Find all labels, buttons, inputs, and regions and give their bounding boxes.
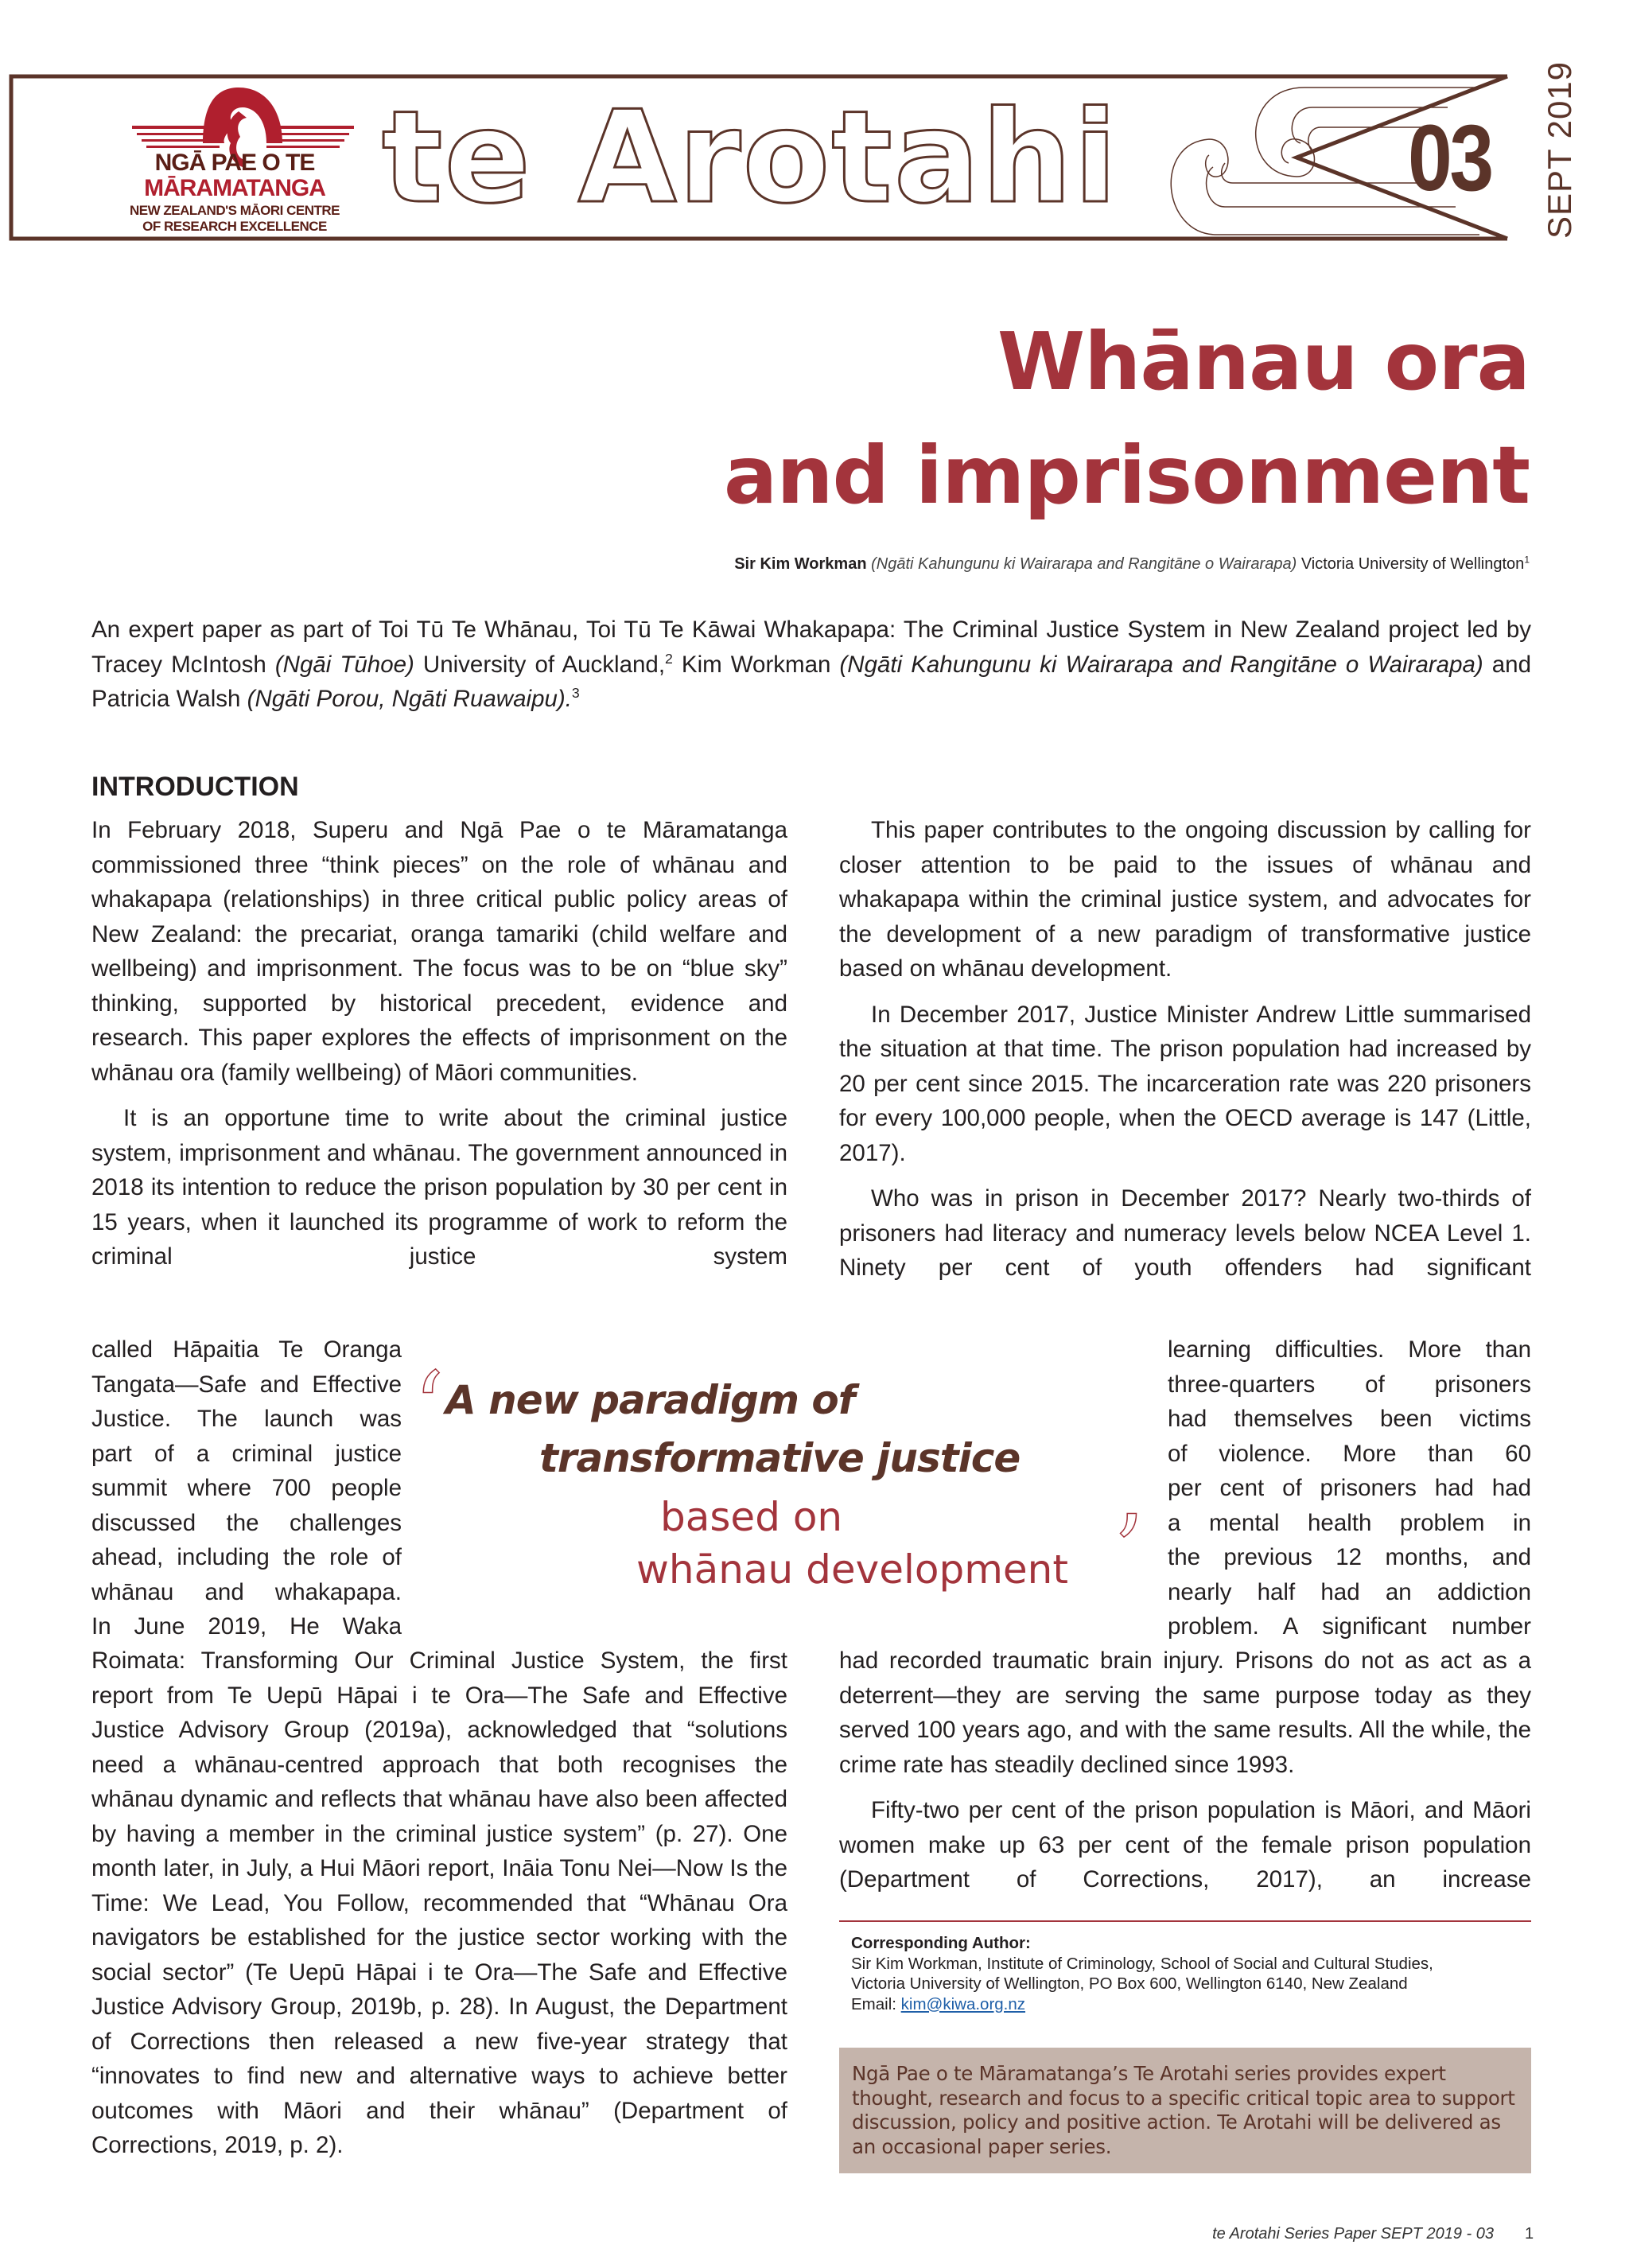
- lead-text: and Patricia Walsh: [91, 651, 1531, 712]
- author-iwi: (Ngāti Kahungunu ki Wairarapa and Rangitāne o Wairarapa): [871, 555, 1297, 573]
- body-line: part of a criminal justice: [91, 1440, 402, 1467]
- footer-series-label: te Arotahi Series Paper SEPT 2019 - 03: [1212, 2225, 1494, 2243]
- corresponding-author-address-line1: Sir Kim Workman, Institute of Criminology, School of Social and Cultural Studies,: [851, 1954, 1433, 1973]
- series-brand-title: te Arotahi: [382, 83, 1119, 231]
- logo-name-line1: NGĀ PAE O TE: [154, 150, 315, 176]
- body-line: per cent of prisoners had had: [1168, 1475, 1531, 1501]
- pull-quote-line2: transformative justice: [539, 1435, 1021, 1481]
- right-column-top: [839, 813, 1531, 1286]
- body-paragraph: In February 2018, Superu and Ngā Pae o te Māramatanga commissioned three “think pieces” on the role of whānau and whakapapa (relationships) in three critical public policy areas of New Zealand: the precariat, oranga tamariki (child welfare and wellbeing) and imprisonment. The focus was to be on “blue sky” thinking, supported by historical precedent, evidence and research. This paper explores the effects of imprisonment on the whānau ora (family wellbeing) of Māori communities.: [91, 817, 787, 1086]
- section-heading: INTRODUCTION: [91, 772, 299, 802]
- lead-paragraph: [91, 613, 1531, 717]
- pull-quote: [414, 1344, 1145, 1615]
- footnote-ref: 2: [665, 650, 673, 667]
- right-column-bottom: [839, 1644, 1531, 1897]
- body-line: learning difficulties. More than: [1168, 1336, 1531, 1363]
- author-institution: Victoria University of Wellington: [1300, 555, 1525, 573]
- author-byline: [734, 555, 1530, 574]
- open-quote-icon: ‘: [414, 1352, 445, 1463]
- body-line: Justice. The launch was: [91, 1406, 402, 1432]
- body-line: the previous 12 months, and: [1168, 1544, 1531, 1570]
- corresponding-author: [851, 1933, 1527, 2014]
- corresponding-author-address-line2: Victoria University of Wellington, PO Box 600, Wellington 6140, New Zealand: [851, 1974, 1408, 1993]
- body-line: nearly half had an addiction: [1168, 1578, 1531, 1605]
- pull-quote-line1: A new paradigm of: [445, 1377, 855, 1423]
- footnote-ref: 3: [571, 685, 580, 702]
- page-number: 1: [1525, 2225, 1534, 2243]
- issue-number: 03: [1408, 106, 1491, 211]
- left-column-wrap: [91, 1332, 402, 1644]
- body-line: a mental health problem in: [1168, 1509, 1531, 1536]
- series-info-text: Ngā Pae o te Māramatanga’s Te Arotahi series provides expert thought, research and focus to a specific critical topic area to support discussion, policy and positive action. Te Arotahi will be delivered as an occasional paper series.: [852, 2062, 1515, 2158]
- page-title-line2: and imprisonment: [723, 429, 1530, 522]
- body-line: Tangata—Safe and Effective: [91, 1371, 402, 1398]
- author-name: Sir Kim Workman: [734, 555, 867, 573]
- logo-tagline-line1: NEW ZEALAND'S MĀORI CENTRE: [130, 203, 340, 218]
- lead-text: Kim Workman: [672, 651, 840, 678]
- body-paragraph: Who was in prison in December 2017? Nearly two-thirds of prisoners had literacy and numeracy levels below NCEA Level 1. Ninety per cent of youth offenders had significant: [839, 1185, 1531, 1281]
- body-line: called Hāpaitia Te Oranga: [91, 1336, 402, 1363]
- masthead: [0, 0, 1629, 263]
- divider: [839, 1920, 1531, 1922]
- body-line: of violence. More than 60: [1168, 1440, 1531, 1467]
- lead-iwi: (Ngāti Kahungunu ki Wairarapa and Rangitāne o Wairarapa): [839, 651, 1483, 678]
- left-column-top: [91, 813, 787, 1274]
- body-paragraph: This paper contributes to the ongoing discussion by calling for closer attention to be paid to the issues of whānau and whakapapa within the criminal justice system, and advocates for the development of a new paradigm of transformative justice based on whānau development.: [839, 817, 1531, 982]
- left-column-bottom: [91, 1644, 787, 2163]
- body-line: whānau and whakapapa.: [91, 1578, 402, 1605]
- body-line: three-quarters of prisoners: [1168, 1371, 1531, 1398]
- series-info-box: [839, 2048, 1531, 2173]
- email-label: Email:: [851, 1994, 901, 2013]
- lead-iwi: (Ngāti Porou, Ngāti Ruawaipu).: [247, 686, 572, 712]
- body-line: had themselves been victims: [1168, 1406, 1531, 1432]
- close-quote-icon: ’: [1114, 1496, 1145, 1606]
- body-line: problem. A significant number: [1168, 1613, 1531, 1640]
- lead-text: University of Auckland,: [414, 651, 666, 678]
- pull-quote-line3: based on: [660, 1494, 843, 1540]
- body-paragraph: Roimata: Transforming Our Criminal Justice System, the first report from Te Uepū Hāpai i te Ora—The Safe and Effective Justice Advisory Group (2019a), acknowledged that “solutions need a whānau-centred approach that both recognises the whānau dynamic and reflects that whānau have also been affected by having a member in the criminal justice system” (p. 27). One month later, in July, a Hui Māori report, Ināia Tonu Nei—Now Is the Time: We Lead, You Follow, recommended that “Whānau Ora navigators be established for the justice sector working with the social sector” (Te Uepū Hāpai i te Ora—The Safe and Effective Justice Advisory Group, 2019b, p. 28). In August, the Department of Corrections then released a new five-year strategy that “innovates to find new and alternative ways to achieve better outcomes with Māori and their whānau” (Department of Corrections, 2019, p. 2).: [91, 1648, 787, 2158]
- lead-text: An expert paper as part of Toi Tū Te Whānau, Toi Tū Te Kāwai Whakapapa: The Criminal Justice System in New Zealand project led by Tracey McIntosh: [91, 617, 1531, 678]
- issue-date: SEPT 2019: [1541, 60, 1578, 239]
- email-link[interactable]: kim@kiwa.org.nz: [900, 1994, 1026, 2013]
- body-line: summit where 700 people: [91, 1475, 402, 1501]
- body-paragraph: In December 2017, Justice Minister Andrew Little summarised the situation at that time. The prison population had increased by 20 per cent since 2015. The incarceration rate was 220 prisoners for every 100,000 people, when the OECD average is 147 (Little, 2017).: [839, 1001, 1531, 1166]
- corresponding-author-title: Corresponding Author:: [851, 1934, 1031, 1952]
- page-title-line1: Whānau ora: [997, 315, 1530, 408]
- logo-name-line2: MĀRAMATANGA: [144, 175, 325, 201]
- body-line: In June 2019, He Waka: [91, 1613, 402, 1640]
- pull-quote-line4: whānau development: [636, 1546, 1068, 1593]
- body-line: ahead, including the role of: [91, 1544, 402, 1570]
- right-column-wrap: [1168, 1332, 1531, 1644]
- body-paragraph: Fifty-two per cent of the prison population is Māori, and Māori women make up 63 per cent of the female prison population (Department of Corrections, 2017), an increase: [839, 1797, 1531, 1893]
- logo-tagline-line2: OF RESEARCH EXCELLENCE: [142, 219, 327, 234]
- body-paragraph: It is an opportune time to write about the criminal justice system, imprisonment and whānau. The government announced in 2018 its intention to reduce the prison population by 30 per cent in 15 years, when it launched its programme of work to reform the criminal justice system: [91, 1105, 787, 1270]
- lead-iwi: (Ngāi Tūhoe): [274, 651, 414, 678]
- corresponding-author-email-row: [851, 1994, 1527, 2015]
- body-line: discussed the challenges: [91, 1509, 402, 1536]
- footnote-ref: 1: [1524, 554, 1530, 566]
- body-paragraph: had recorded traumatic brain injury. Prisons do not as act as a deterrent—they are serving the same purpose today as they served 100 years ago, and with the same results. All the while, the crime rate has steadily declined since 1993.: [839, 1648, 1531, 1778]
